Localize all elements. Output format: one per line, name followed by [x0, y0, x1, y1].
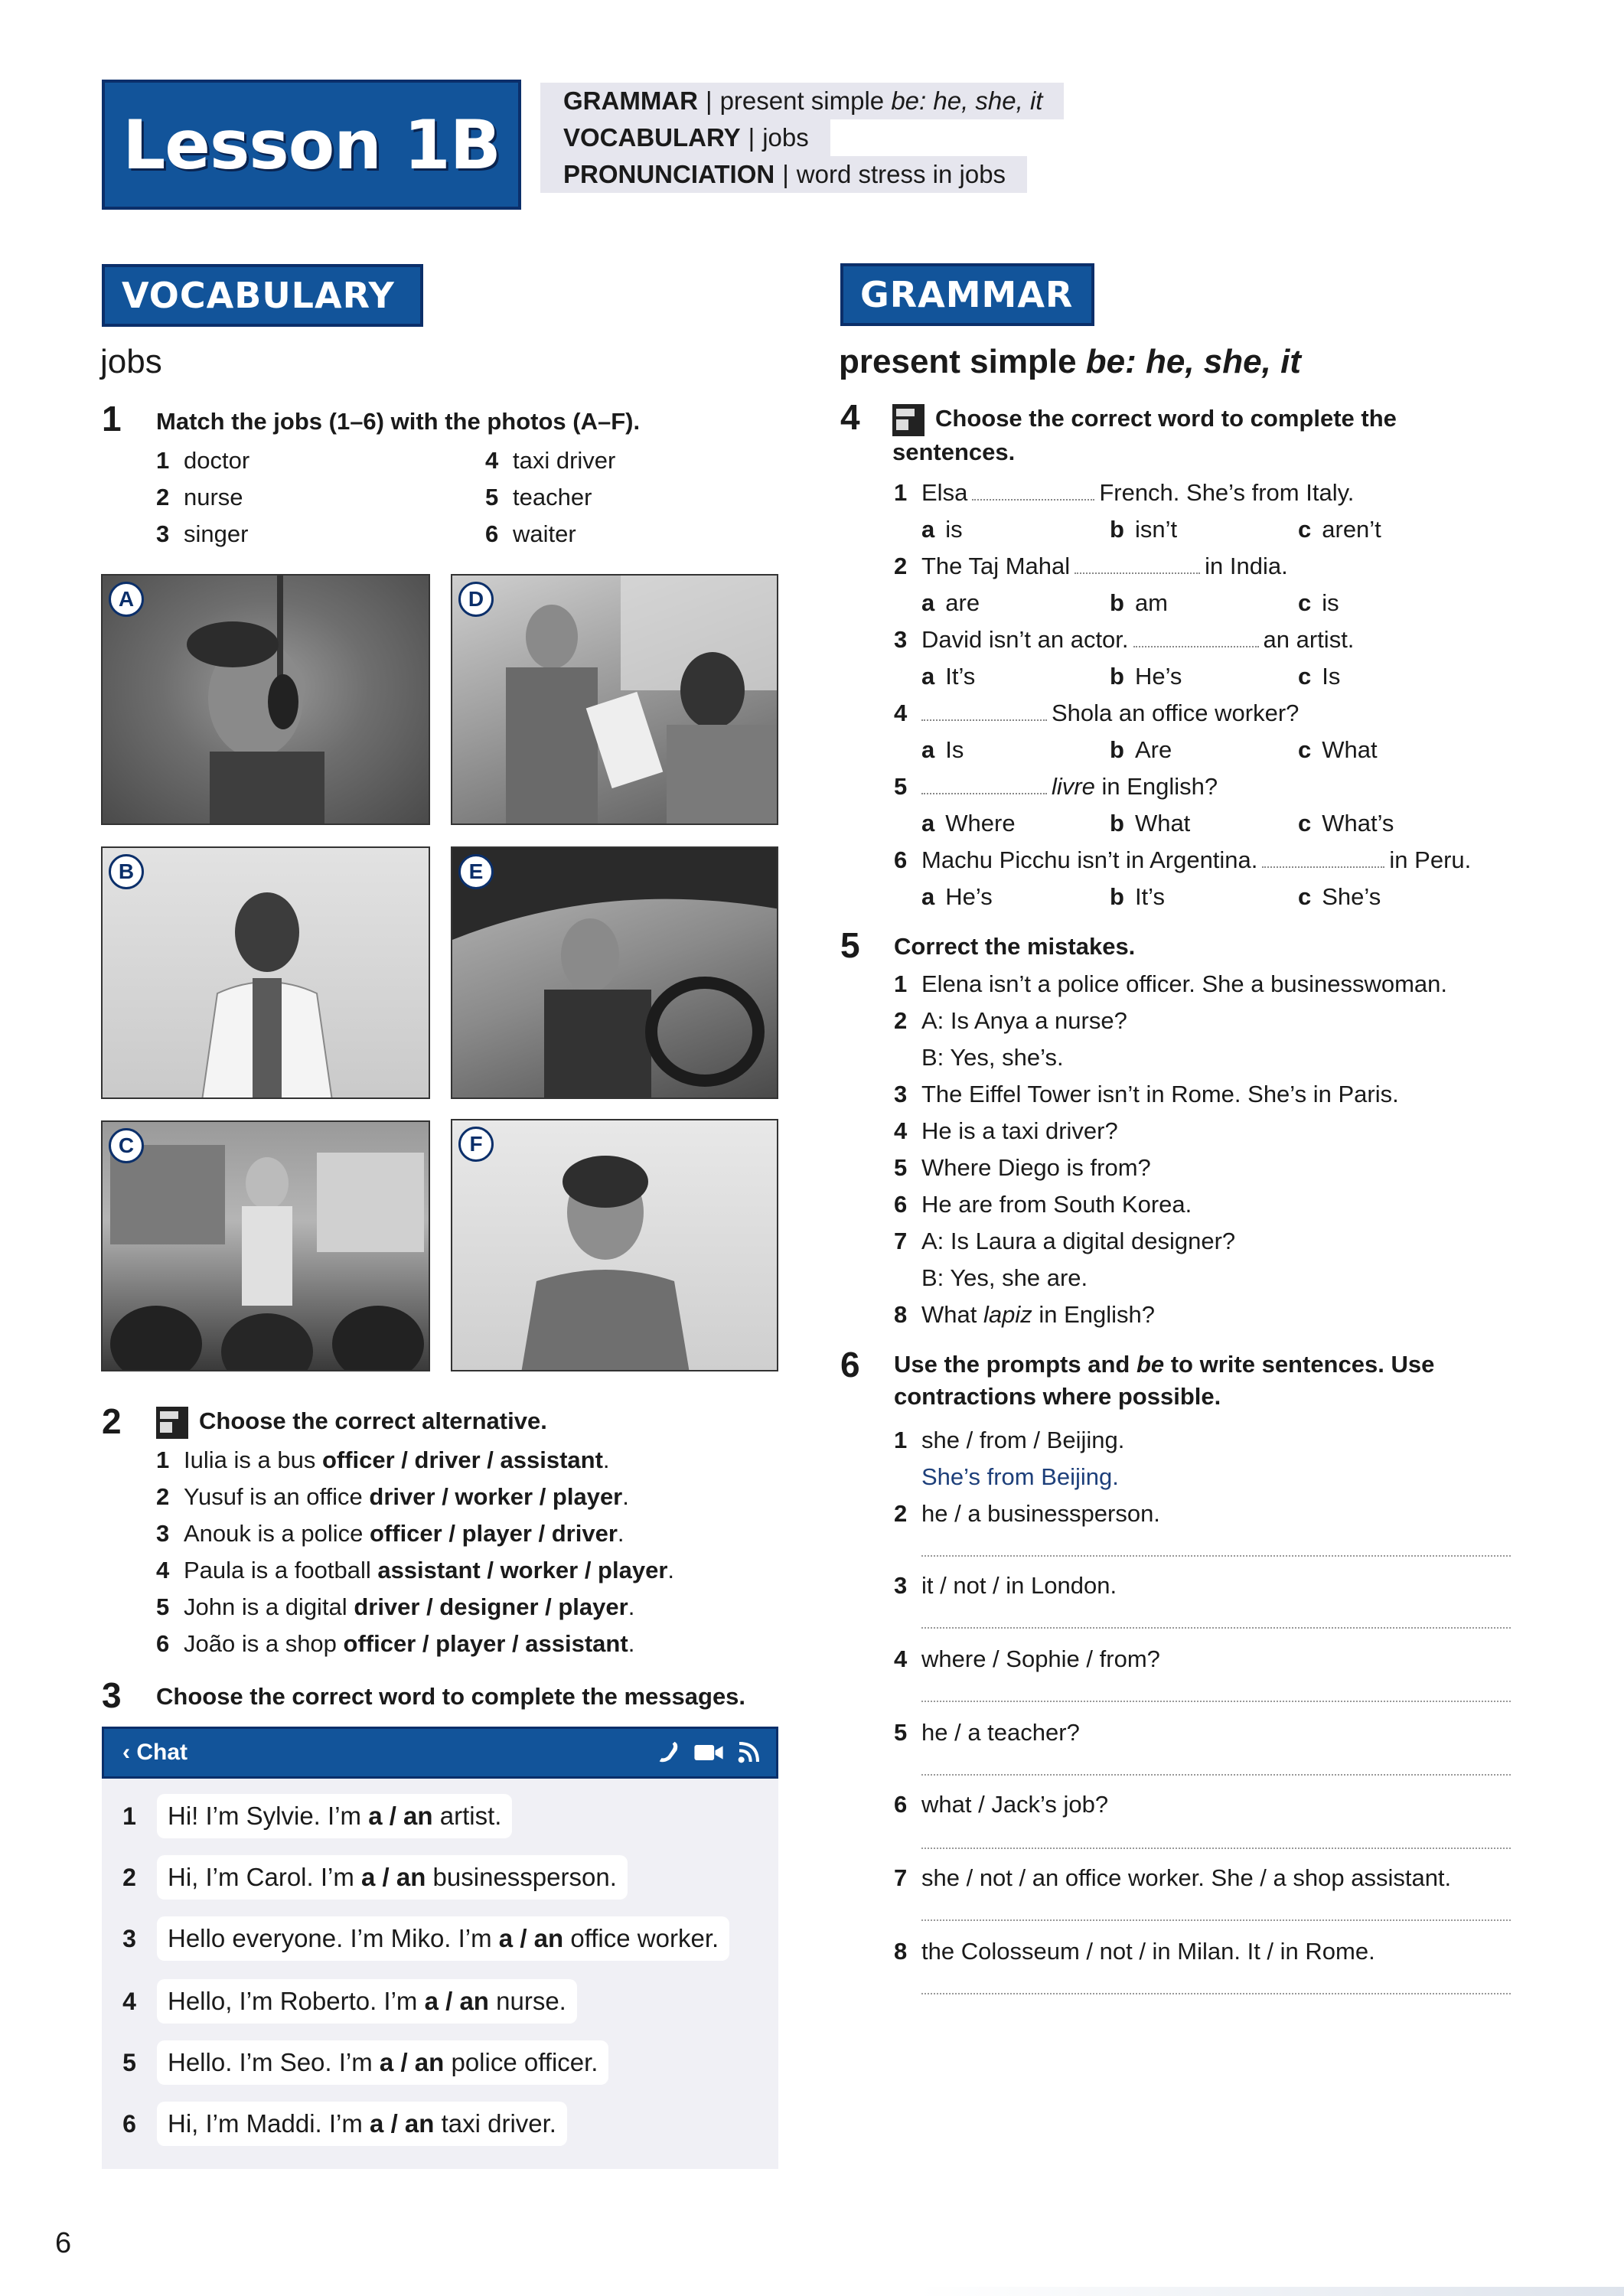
- choice-options[interactable]: officer / player / assistant: [343, 1630, 628, 1657]
- vocabulary-banner: VOCABULARY: [102, 264, 423, 327]
- prompt-text: he / a businessperson.: [921, 1500, 1160, 1527]
- item-number: 1: [894, 479, 908, 506]
- item-text: Machu Picchu isn’t in Argentina.: [921, 846, 1258, 873]
- options-row: [894, 511, 1486, 548]
- item-number: 2: [894, 1007, 908, 1034]
- item-number: 2: [894, 1500, 908, 1527]
- item-text: David isn’t an actor.: [921, 626, 1129, 653]
- answer-gap[interactable]: [921, 771, 1047, 794]
- photo-label-f: F: [458, 1127, 494, 1162]
- item-number: 1: [156, 447, 170, 474]
- separator: |: [782, 160, 789, 188]
- answer-gap[interactable]: [1133, 625, 1259, 647]
- doctor-illustration: [103, 848, 430, 1099]
- photo-a-singer: [101, 574, 430, 825]
- alt-item: [156, 1589, 674, 1626]
- gap-fill-item: [894, 548, 1486, 585]
- item-text: A: Is Laura a digital designer?: [921, 1228, 1236, 1254]
- message-text: Hi, I’m Maddi. I’m: [168, 2109, 370, 2138]
- answer-gap[interactable]: [972, 478, 1094, 501]
- choice-options[interactable]: officer / driver / assistant: [321, 1446, 603, 1473]
- item-number: 5: [156, 1593, 170, 1620]
- options-row: [894, 805, 1486, 842]
- subheading-plain: present simple: [839, 343, 1086, 380]
- prompt-text: it / not / in London.: [921, 1572, 1117, 1599]
- alt-item: [156, 1552, 674, 1589]
- item-number: 1: [894, 1427, 908, 1453]
- item-number: 3: [156, 1520, 170, 1547]
- message-text: Hi, I’m Carol. I’m: [168, 1863, 362, 1891]
- photo-label-b: B: [109, 854, 144, 889]
- item-text: in India.: [1205, 553, 1288, 579]
- prompt-item-2: [894, 1495, 1160, 1532]
- item-text: in English?: [1094, 773, 1218, 800]
- message-text: Hello everyone. I’m Miko. I’m: [168, 1924, 499, 1952]
- video-icon[interactable]: [693, 1741, 724, 1764]
- item-text: French. She’s from Italy.: [1099, 479, 1355, 506]
- item-number: 4: [894, 700, 908, 726]
- message-number: 6: [122, 2109, 136, 2138]
- item-number: 4: [894, 1645, 908, 1672]
- item-text: waiter: [513, 520, 576, 547]
- option-b[interactable]: b am: [1110, 589, 1169, 616]
- exercise-6-number: 6: [840, 1345, 860, 1384]
- message-bubble: [157, 1794, 512, 1838]
- option-c[interactable]: c What’s: [1298, 810, 1394, 837]
- exercise-2-number: 2: [102, 1401, 122, 1441]
- message-text: artist.: [432, 1802, 502, 1830]
- workbook-icon: [156, 1407, 188, 1439]
- topic-label: GRAMMAR: [563, 86, 698, 115]
- mistake-item: [894, 1260, 1447, 1296]
- option-c[interactable]: c She’s: [1298, 883, 1381, 910]
- item-number: 5: [485, 484, 499, 510]
- prompt-text: she / from / Beijing.: [921, 1427, 1125, 1453]
- choice-options[interactable]: officer / player / driver: [369, 1520, 618, 1547]
- option-c[interactable]: c aren’t: [1298, 516, 1381, 543]
- options-row: [894, 658, 1486, 695]
- mistake-item: [894, 1296, 1447, 1333]
- item-end: .: [628, 1593, 635, 1620]
- item-number: 2: [156, 484, 170, 510]
- message-number: 1: [122, 1802, 136, 1830]
- options-row: [894, 585, 1486, 621]
- option-b[interactable]: b Are: [1110, 736, 1172, 763]
- item-end: .: [617, 1520, 624, 1547]
- answer-gap[interactable]: [921, 698, 1047, 721]
- topic-label: VOCABULARY: [563, 123, 741, 152]
- mistake-item: [894, 1150, 1447, 1186]
- exercise-2-items: [156, 1442, 674, 1662]
- prompt-text: he / a teacher?: [921, 1719, 1080, 1746]
- choice-options[interactable]: driver / worker / player: [369, 1483, 623, 1510]
- choice-options[interactable]: assistant / worker / player: [377, 1557, 668, 1583]
- topic-value: jobs: [762, 123, 809, 152]
- item-number: 6: [894, 1191, 908, 1218]
- photo-c-teacher: [101, 1120, 430, 1371]
- instruction-text: to write sentences. Use contractions where possible.: [894, 1351, 1435, 1410]
- page-number: 6: [55, 2227, 72, 2259]
- teacher-illustration: [103, 1122, 430, 1371]
- item-number: 7: [894, 1228, 908, 1254]
- item-end: .: [602, 1446, 610, 1473]
- option-a[interactable]: a Where: [921, 810, 1016, 837]
- options-row: [894, 732, 1486, 768]
- instruction-text: Use the prompts and: [894, 1351, 1136, 1378]
- message-text: office worker.: [563, 1924, 719, 1952]
- item-text: an artist.: [1263, 626, 1355, 653]
- item-text: B: Yes, she are.: [921, 1264, 1088, 1291]
- driver-illustration: [452, 848, 778, 1099]
- item-text: Shola an office worker?: [1052, 700, 1300, 726]
- photo-label-c: C: [109, 1128, 144, 1163]
- message-bubble: [157, 2040, 608, 2085]
- exercise-4-instruction-row: [892, 403, 1443, 468]
- chat-message: [102, 1855, 628, 1900]
- prompt-item-8: [894, 1933, 1375, 1970]
- mistake-item: [894, 1039, 1447, 1076]
- item-text: B: Yes, she’s.: [921, 1044, 1064, 1071]
- answer-gap[interactable]: [1262, 845, 1384, 868]
- job-item: [485, 442, 615, 479]
- photo-e-taxi-driver: [451, 846, 778, 1099]
- chat-message: [102, 1916, 729, 1961]
- item-number: 6: [156, 1630, 170, 1657]
- message-number: 3: [122, 1924, 136, 1952]
- item-number: 8: [894, 1301, 908, 1328]
- answer-line-3[interactable]: [921, 1627, 1511, 1629]
- mistake-item: [894, 1076, 1447, 1113]
- item-end: .: [667, 1557, 675, 1583]
- option-a[interactable]: a He’s: [921, 883, 993, 910]
- job-item: [156, 442, 249, 479]
- answer-line-7[interactable]: [921, 1919, 1511, 1921]
- item-end: .: [622, 1483, 629, 1510]
- topic-value: word stress in jobs: [796, 160, 1006, 188]
- exercise-5-number: 5: [840, 925, 860, 965]
- item-number: 3: [894, 626, 908, 653]
- message-text: police officer.: [444, 2048, 598, 2076]
- exercise-1-number: 1: [102, 399, 122, 439]
- item-text: doctor: [184, 447, 250, 474]
- item-italic-word: lapiz: [983, 1301, 1032, 1328]
- topic-grammar: [540, 83, 1064, 119]
- item-number: 3: [894, 1572, 908, 1599]
- article-choice[interactable]: a / an: [370, 2109, 435, 2138]
- prompt-item-7: [894, 1860, 1451, 1896]
- item-text: He is a taxi driver?: [921, 1117, 1118, 1144]
- chat-message: [102, 1794, 512, 1838]
- chat-message: [102, 2040, 608, 2085]
- article-choice[interactable]: a / an: [498, 1924, 564, 1952]
- topic-label: PRONUNCIATION: [563, 160, 775, 188]
- prompt-text: where / Sophie / from?: [921, 1645, 1160, 1672]
- page-edge: [918, 2287, 1624, 2296]
- item-text: in Peru.: [1389, 846, 1472, 873]
- item-number: 5: [894, 1719, 908, 1746]
- message-text: Hi! I’m Sylvie. I’m: [168, 1802, 369, 1830]
- message-bubble: [157, 1916, 729, 1961]
- item-text: teacher: [513, 484, 592, 510]
- message-text: taxi driver.: [434, 2109, 556, 2138]
- job-item: [485, 479, 615, 516]
- item-number: 1: [894, 970, 908, 997]
- lesson-banner: [102, 80, 521, 210]
- job-item: [485, 516, 615, 553]
- prompt-text: what / Jack’s job?: [921, 1791, 1109, 1818]
- prompt-item-1: [894, 1422, 1124, 1459]
- option-c[interactable]: c What: [1298, 736, 1378, 763]
- exercise-6-instruction: [894, 1349, 1476, 1413]
- item-italic-word: livre: [1052, 773, 1095, 800]
- item-end: .: [628, 1630, 635, 1657]
- chat-message: [102, 2102, 567, 2146]
- answer-line-8[interactable]: [921, 1993, 1511, 1994]
- item-number: 8: [894, 1938, 908, 1965]
- prompt-item-3: [894, 1567, 1117, 1604]
- subheading-italic: be: he, she, it: [1085, 343, 1301, 380]
- message-number: 2: [122, 1863, 136, 1891]
- exercise-5-items: [894, 966, 1447, 1333]
- gap-fill-item: [894, 475, 1486, 511]
- message-bubble: [157, 1855, 628, 1900]
- message-number: 4: [122, 1987, 136, 2015]
- exercise-1-jobs-col2: [485, 442, 615, 553]
- prompt-item-4: [894, 1641, 1160, 1678]
- choice-options[interactable]: driver / designer / player: [354, 1593, 628, 1620]
- alt-item: [156, 1515, 674, 1552]
- item-number: 2: [894, 553, 908, 579]
- message-text: Hello. I’m Seo. I’m: [168, 2048, 380, 2076]
- item-text: Elena isn’t a police officer. She a businesswoman.: [921, 970, 1447, 997]
- lesson-topics: [540, 83, 1064, 193]
- mistake-item: [894, 1003, 1447, 1039]
- item-text: John is a digital: [184, 1593, 354, 1620]
- item-number: 4: [894, 1117, 908, 1144]
- item-text: The Eiffel Tower isn’t in Rome. She’s in Paris.: [921, 1081, 1399, 1107]
- exercise-1-instruction: Match the jobs (1–6) with the photos (A–F).: [156, 408, 641, 435]
- item-number: 6: [894, 1791, 908, 1818]
- example-answer: She’s from Beijing.: [921, 1463, 1119, 1490]
- gap-fill-item: [894, 621, 1486, 658]
- exercise-4-items: [894, 475, 1486, 915]
- chat-header: [102, 1727, 778, 1779]
- phone-icon[interactable]: [655, 1740, 681, 1766]
- item-text: Iulia is a bus: [184, 1446, 322, 1473]
- chat-actions: [655, 1740, 761, 1766]
- article-choice[interactable]: a / an: [361, 1863, 426, 1891]
- wifi-icon[interactable]: [736, 1740, 761, 1765]
- item-number: 6: [485, 520, 499, 547]
- message-text: Hello, I’m Roberto. I’m: [168, 1987, 425, 2015]
- answer-line-5[interactable]: [921, 1774, 1511, 1776]
- alt-item: [156, 1626, 674, 1662]
- answer-line-6[interactable]: [921, 1848, 1511, 1849]
- mistake-item: [894, 1186, 1447, 1223]
- item-number: 1: [156, 1446, 170, 1473]
- option-a[interactable]: a is: [921, 516, 963, 543]
- item-text: Anouk is a police: [184, 1520, 370, 1547]
- item-text: Where Diego is from?: [921, 1154, 1151, 1181]
- prompt-text: the Colosseum / not / in Milan. It / in Rome.: [921, 1938, 1375, 1965]
- photo-f-nurse: [451, 1119, 778, 1371]
- item-text: A: Is Anya a nurse?: [921, 1007, 1127, 1034]
- photo-label-e: E: [458, 854, 494, 889]
- option-a[interactable]: a are: [921, 589, 980, 616]
- photo-label-a: A: [109, 582, 144, 617]
- message-text: nurse.: [488, 1987, 566, 2015]
- message-bubble: [157, 1979, 577, 2024]
- exercise-3-number: 3: [102, 1675, 122, 1715]
- prompt-item-5: [894, 1714, 1080, 1751]
- exercise-4-instruction: Choose the correct word to complete the sentences.: [892, 405, 1397, 465]
- item-number: 7: [894, 1864, 908, 1891]
- item-text: Yusuf is an office: [184, 1483, 370, 1510]
- item-text: Paula is a football: [184, 1557, 378, 1583]
- item-number: 5: [894, 1154, 908, 1181]
- message-text: businessperson.: [426, 1863, 617, 1891]
- chat-window: [102, 1727, 778, 2169]
- mistake-item: [894, 1113, 1447, 1150]
- photo-b-doctor: [101, 846, 430, 1099]
- item-number: 5: [894, 773, 908, 800]
- topic-vocabulary: [540, 119, 830, 156]
- option-a[interactable]: a Is: [921, 736, 964, 763]
- topic-value-italic: be: he, she, it: [891, 86, 1043, 115]
- gap-fill-item: [894, 768, 1486, 805]
- prompt-item-6: [894, 1786, 1108, 1823]
- nurse-illustration: [452, 1120, 778, 1371]
- option-c[interactable]: c Is: [1298, 663, 1341, 690]
- option-b[interactable]: b He’s: [1110, 663, 1182, 690]
- gap-fill-item: [894, 695, 1486, 732]
- item-text: João is a shop: [184, 1630, 344, 1657]
- topic-value: present simple: [719, 86, 892, 115]
- item-text: The Taj Mahal: [921, 553, 1071, 579]
- item-text: Elsa: [921, 479, 968, 506]
- item-text: nurse: [184, 484, 243, 510]
- photo-label-d: D: [458, 582, 494, 617]
- exercise-3-instruction: Choose the correct word to complete the messages.: [156, 1683, 746, 1710]
- lesson-title: Lesson 1B: [122, 105, 501, 184]
- exercise-2-instruction: Choose the correct alternative.: [199, 1407, 547, 1434]
- separator: |: [748, 123, 755, 152]
- message-bubble: [157, 2102, 567, 2146]
- photo-d-waiter: [451, 574, 778, 825]
- separator: |: [705, 86, 713, 115]
- mistake-item: [894, 966, 1447, 1003]
- chat-message: [102, 1979, 577, 2024]
- item-number: 3: [894, 1081, 908, 1107]
- option-a[interactable]: a It’s: [921, 663, 976, 690]
- alt-item: [156, 1479, 674, 1515]
- item-text: in English?: [1032, 1301, 1156, 1328]
- item-number: 3: [156, 520, 170, 547]
- article-choice[interactable]: a / an: [424, 1987, 489, 2015]
- topic-pronunciation: [540, 156, 1027, 193]
- grammar-banner: GRAMMAR: [840, 263, 1094, 326]
- answer-line-4[interactable]: [921, 1701, 1511, 1702]
- exercise-5-instruction: Correct the mistakes.: [894, 933, 1136, 960]
- option-c[interactable]: c is: [1298, 589, 1339, 616]
- alt-item: [156, 1442, 674, 1479]
- grammar-subheading: [839, 343, 1301, 381]
- option-b[interactable]: b It’s: [1110, 883, 1165, 910]
- singer-illustration: [103, 576, 430, 825]
- prompt-text: she / not / an office worker. She / a shop assistant.: [921, 1864, 1452, 1891]
- answer-gap[interactable]: [1075, 551, 1200, 574]
- job-item: [156, 479, 249, 516]
- option-b[interactable]: b isn’t: [1110, 516, 1178, 543]
- item-text: He are from South Korea.: [921, 1191, 1192, 1218]
- waiter-illustration: [452, 576, 778, 825]
- answer-line-2[interactable]: [921, 1555, 1511, 1557]
- exercise-2-instruction-row: [156, 1405, 547, 1439]
- item-text: What: [921, 1301, 983, 1328]
- item-number: 2: [156, 1483, 170, 1510]
- item-number: 4: [485, 447, 499, 474]
- message-number: 5: [122, 2048, 136, 2076]
- vocabulary-subheading: jobs: [100, 343, 162, 380]
- workbook-icon: [892, 404, 925, 436]
- article-choice[interactable]: a / an: [379, 2048, 445, 2076]
- options-row: [894, 879, 1486, 915]
- item-number: 4: [156, 1557, 170, 1583]
- item-text: singer: [184, 520, 249, 547]
- gap-fill-item: [894, 842, 1486, 879]
- job-item: [156, 516, 249, 553]
- exercise-1-jobs-col1: [156, 442, 249, 553]
- chat-back-button[interactable]: ‹ Chat: [122, 1740, 188, 1765]
- instruction-italic: be: [1136, 1351, 1165, 1378]
- exercise-4-number: 4: [840, 397, 860, 437]
- item-number: 6: [894, 846, 908, 873]
- option-b[interactable]: b What: [1110, 810, 1191, 837]
- item-text: taxi driver: [513, 447, 616, 474]
- mistake-item: [894, 1223, 1447, 1260]
- article-choice[interactable]: a / an: [368, 1802, 433, 1830]
